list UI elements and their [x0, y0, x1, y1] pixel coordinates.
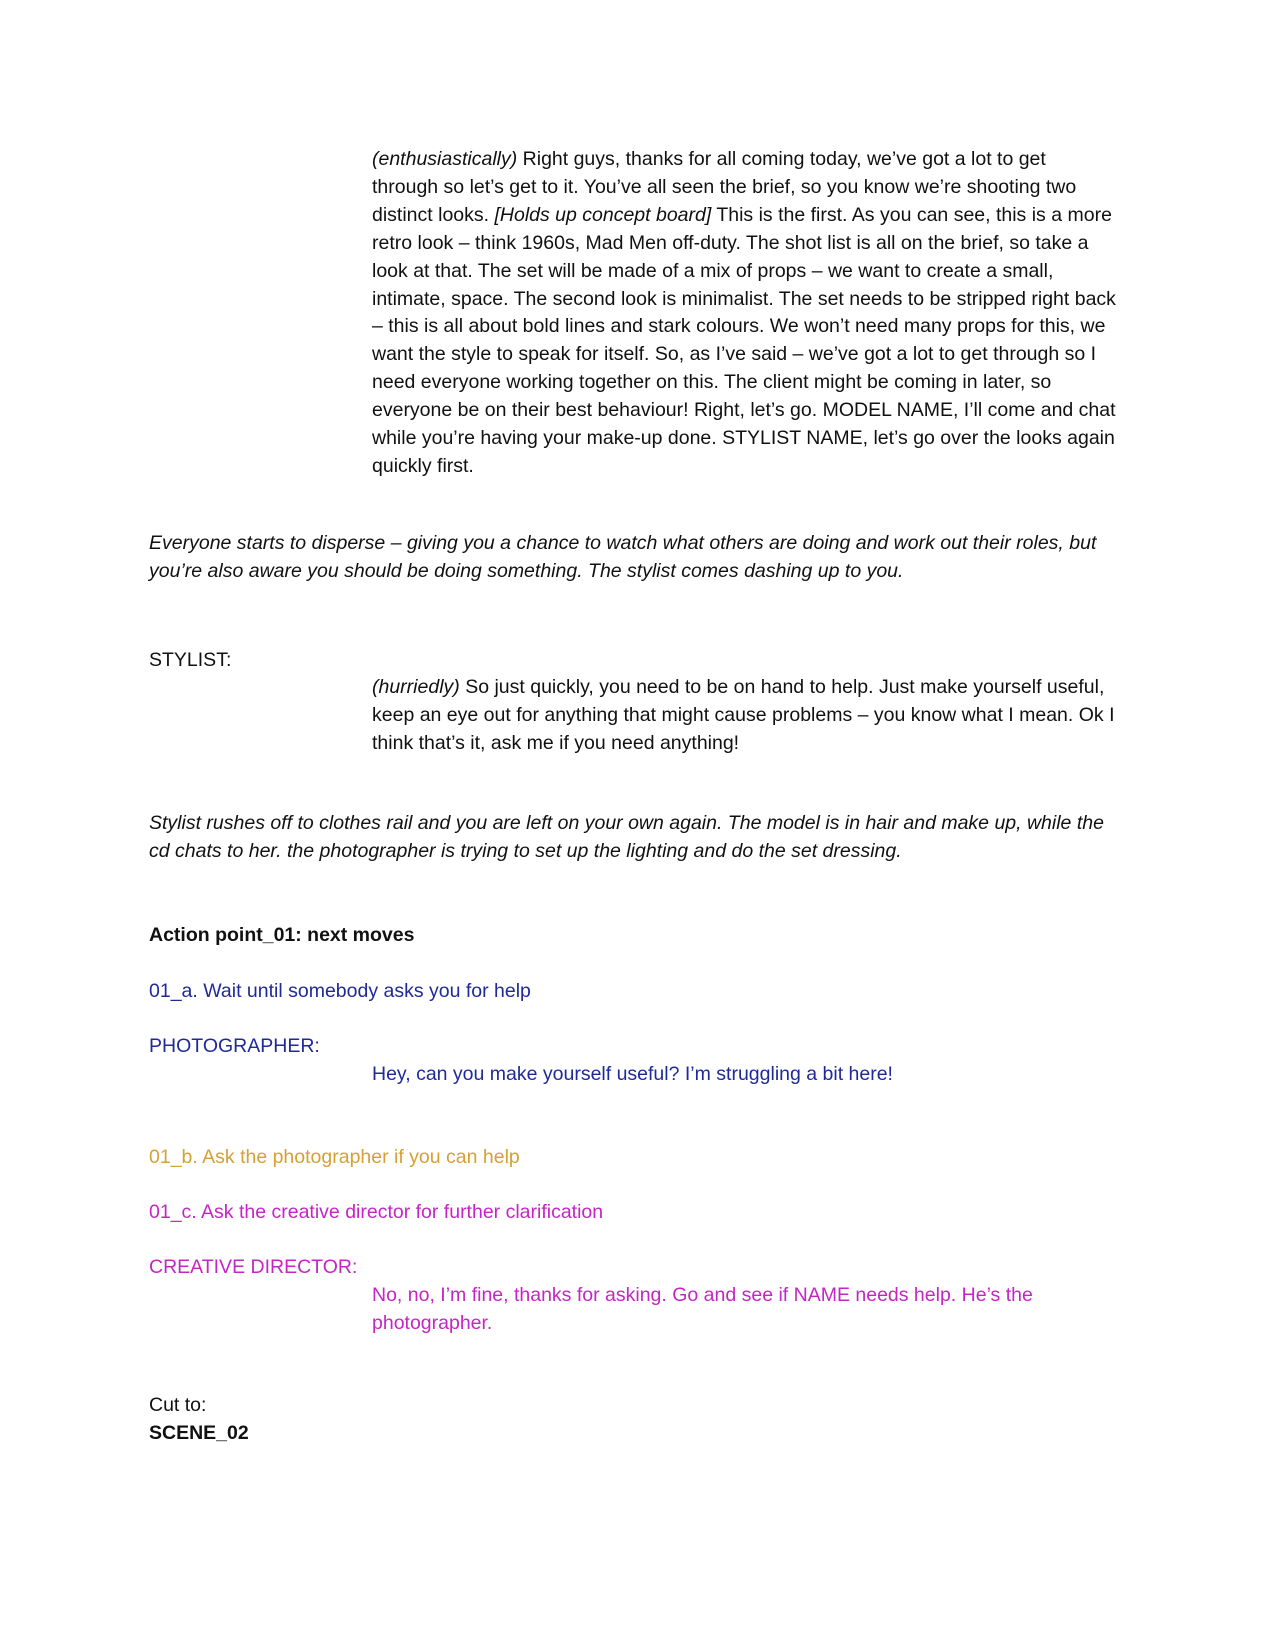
stylist-label: STYLIST:: [149, 649, 232, 671]
cut-to-label: Cut to:: [149, 1394, 207, 1416]
scene-direction-disperse: Everyone starts to disperse – giving you a chance to watch what others are doing and work out their roles, but you’re also aware you should be doing something. The stylist comes dashing up to you.: [149, 532, 1097, 582]
next-scene-heading: SCENE_02: [149, 1422, 249, 1444]
stylist-dialogue: [372, 674, 1117, 758]
option-01a[interactable]: 01_a. Wait until somebody asks you for help: [149, 980, 531, 1002]
stage-direction-hurriedly: (hurriedly): [372, 676, 460, 698]
option-01c[interactable]: 01_c. Ask the creative director for further clarification: [149, 1201, 604, 1223]
photographer-dialogue: Hey, can you make yourself useful? I’m struggling a bit here!: [372, 1063, 893, 1085]
creative-director-dialogue: [372, 146, 1117, 481]
photographer-label: PHOTOGRAPHER:: [149, 1035, 320, 1057]
dialogue-text-part-2: This is the first. As you can see, this is a more retro look – think 1960s, Mad Men off-duty. The shot list is all on the brief, so take a look at that. The set will be made of a mix of props – we want to create a small, intimate, space. The second look is minimalist. The set needs to be stripped right back – this is all about bold lines and stark colours. We won’t need many props for this, we want the style to speak for itself. So, as I’ve said – we’ve got a lot to get through so I need everyone working together on this. The client might be coming in later, so everyone be on their best behaviour! Right, let’s go. MODEL NAME, I’ll come and chat while you’re having your make-up done. STYLIST NAME, let’s go over the looks again quickly first.: [372, 203, 1116, 477]
action-point-title: Action point_01: next moves: [149, 924, 415, 946]
creative-director-label: CREATIVE DIRECTOR:: [149, 1256, 358, 1278]
dialogue-text-part-1: Right guys, thanks for all coming today, we’ve got a lot to get through so let’s get to it. You’ve all seen the brief, so you know we’re shooting two distinct looks.: [372, 148, 1077, 226]
stage-direction-enthusiastically: (enthusiastically): [372, 148, 518, 170]
stylist-dialogue-text: So just quickly, you need to be on hand to help. Just make yourself useful, keep an eye out for anything that might cause problems – you know what I mean. Ok I think that’s it, ask me if you need anything!: [372, 676, 1115, 754]
creative-director-reply: No, no, I’m fine, thanks for asking. Go and see if NAME needs help. He’s the photographer.: [372, 1284, 1033, 1334]
option-01b[interactable]: 01_b. Ask the photographer if you can help: [149, 1146, 520, 1168]
stage-direction-concept-board: [Holds up concept board]: [494, 203, 712, 226]
scene-direction-stylist-rushes: Stylist rushes off to clothes rail and you are left on your own again. The model is in hair and make up, while the cd chats to her. the photographer is trying to set up the lighting and do the set dressing.: [149, 812, 1104, 862]
